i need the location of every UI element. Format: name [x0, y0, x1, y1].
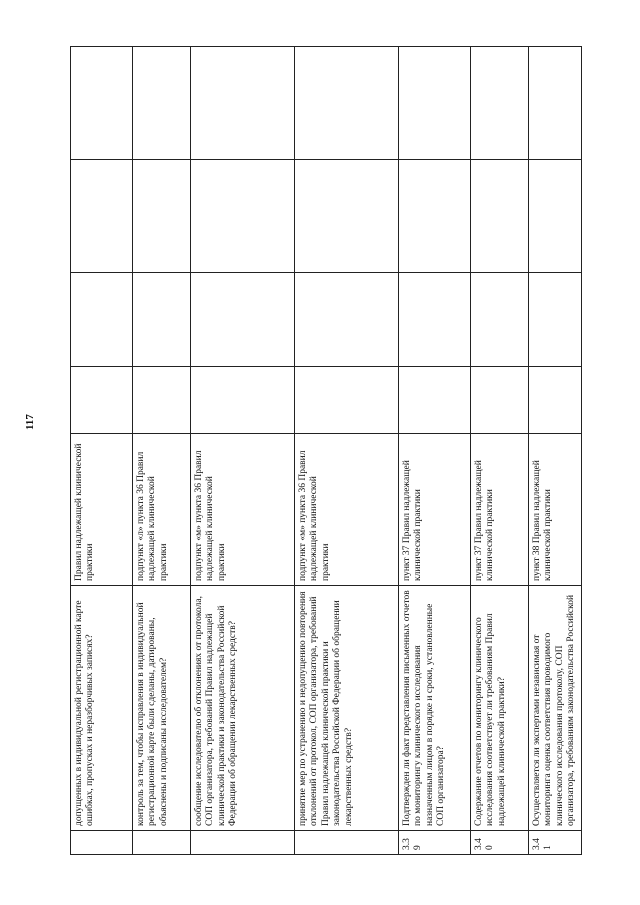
empty-cell	[71, 367, 133, 434]
question-cell: Содержание отчетов по мониторингу клинического исследования соответствует ли требованиям Правил надлежащей клинической практики?	[471, 586, 529, 831]
question-cell: принятие мер по устранению и недопущению повторения отклонений от протокол, СОП организатора, требований Правил надлежащей клинической практики и законодательства Российской Федерации об обращении лекарственных средств?	[295, 586, 399, 831]
question-cell: Подтвержден ли факт представления письменных отчетов по мониторингу клинического исследования назначенным лицом в порядке и сроки, установленные СОП организатора?	[399, 586, 471, 831]
empty-cell	[295, 273, 399, 367]
empty-cell	[71, 273, 133, 367]
empty-cell	[133, 47, 191, 160]
empty-cell	[399, 160, 471, 273]
question-cell: контроль за тем, чтобы исправления в индивидуальной регистрационной карте были сделаны, датированы, объяснены и подписаны исследователем?	[133, 586, 191, 831]
empty-cell	[191, 47, 295, 160]
reference-cell: подпункт «л» пункта 36 Правил надлежащей клинической практики	[133, 434, 191, 586]
table-row	[191, 47, 295, 855]
empty-cell	[471, 367, 529, 434]
empty-cell	[71, 160, 133, 273]
table-row	[399, 47, 471, 855]
reference-cell: подпункт «м» пункта 36 Правил надлежащей клинической практики	[191, 434, 295, 586]
empty-cell	[471, 160, 529, 273]
empty-cell	[399, 273, 471, 367]
empty-cell	[295, 47, 399, 160]
empty-cell	[133, 160, 191, 273]
table-row	[471, 47, 529, 855]
question-cell: сообщение исследователю об отклонениях от протокола, СОП организатора, требований Правил надлежащей клинической практики и законодательства Российской Федерации об обращении лекарственных средств?	[191, 586, 295, 831]
reference-cell: подпункт «м» пункта 36 Правил надлежащей клинической практики	[295, 434, 399, 586]
question-cell: допущенных в индивидуальной регистрационной карте ошибках, пропусках и неразборчивых записях?	[71, 586, 133, 831]
table-row	[71, 47, 133, 855]
empty-cell	[529, 367, 582, 434]
empty-cell	[295, 367, 399, 434]
reference-cell: пункт 37 Правил надлежащей клинической практики	[399, 434, 471, 586]
reference-cell: пункт 38 Правил надлежащей клинической практики	[529, 434, 582, 586]
empty-cell	[529, 273, 582, 367]
empty-cell	[191, 273, 295, 367]
empty-cell	[295, 160, 399, 273]
row-number: 3.40	[471, 831, 529, 855]
rotated-table-container	[70, 47, 577, 855]
row-number	[71, 831, 133, 855]
empty-cell	[529, 160, 582, 273]
row-number	[295, 831, 399, 855]
empty-cell	[399, 47, 471, 160]
empty-cell	[399, 367, 471, 434]
table-row	[133, 47, 191, 855]
empty-cell	[471, 47, 529, 160]
empty-cell	[191, 160, 295, 273]
empty-cell	[529, 47, 582, 160]
row-number: 3.41	[529, 831, 582, 855]
row-number	[191, 831, 295, 855]
question-cell: Осуществляется ли экспертами независимая от мониторинга оценка соответствия проводимого клинического исследования протоколу, СОП организатора, требованиям законодательства Российской	[529, 586, 582, 831]
reference-cell: Правил надлежащей клинической практики	[71, 434, 133, 586]
empty-cell	[133, 273, 191, 367]
table-row	[529, 47, 582, 855]
reference-cell: пункт 37 Правил надлежащей клинической практики	[471, 434, 529, 586]
empty-cell	[471, 273, 529, 367]
page-number: 117	[24, 414, 36, 430]
row-number: 3.39	[399, 831, 471, 855]
empty-cell	[191, 367, 295, 434]
empty-cell	[133, 367, 191, 434]
table-row	[295, 47, 399, 855]
empty-cell	[71, 47, 133, 160]
checklist-table	[70, 46, 582, 855]
row-number	[133, 831, 191, 855]
